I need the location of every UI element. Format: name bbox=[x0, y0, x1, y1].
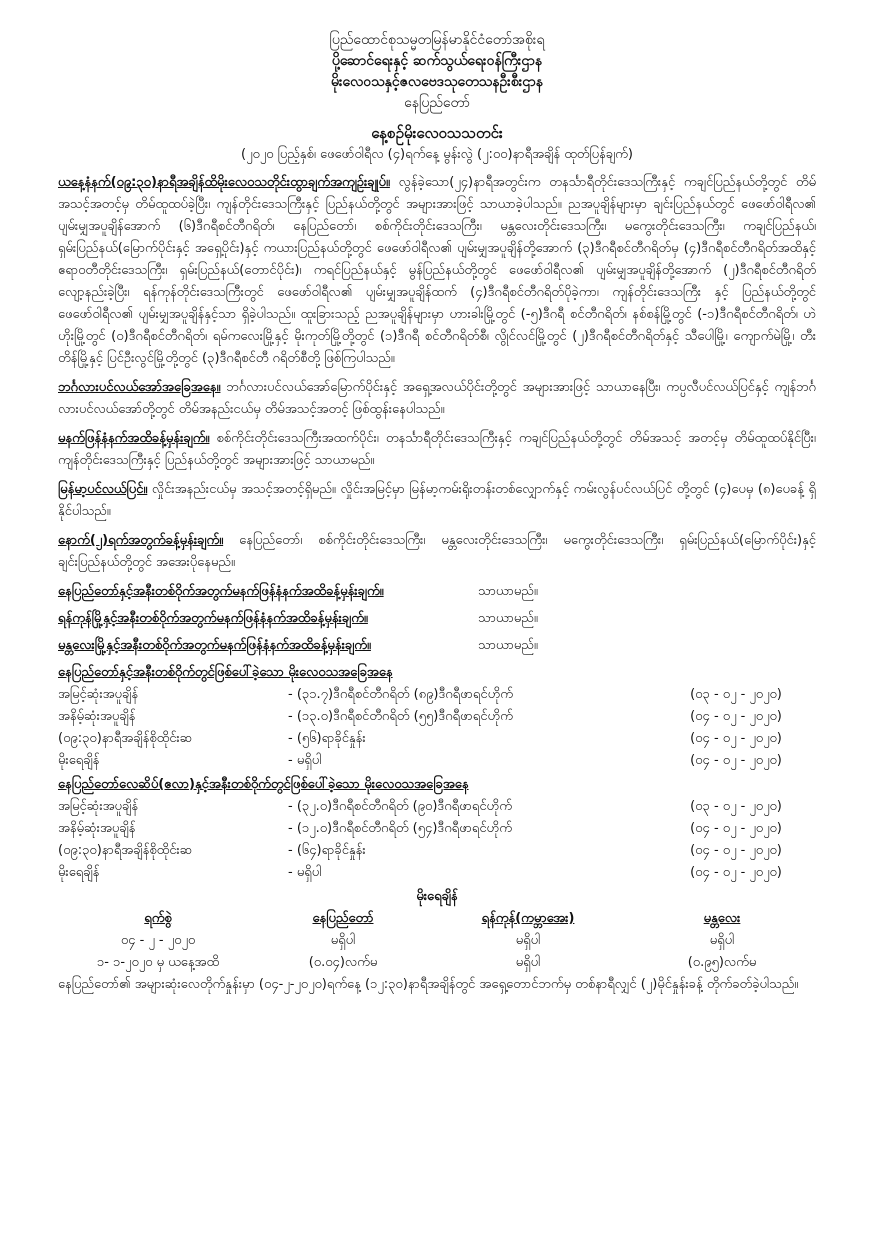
rainfall-cell: မရှိပါ bbox=[515, 933, 541, 948]
obs-label: အမြင့်ဆုံးအပူချိန် bbox=[58, 799, 139, 814]
obs-label: (၀၉:၃၀)နာရီအချိန်စိုထိုင်းဆ bbox=[58, 731, 193, 746]
forecast-naypyitaw bbox=[58, 581, 816, 603]
paragraph-heading: မြန်မာ့ပင်လယ်ပြင်။ bbox=[58, 482, 148, 497]
rainfall-header-naypyitaw: နေပြည်တော် bbox=[312, 911, 374, 926]
rainfall-cell: မရှိပါ bbox=[330, 933, 356, 948]
rainfall-title: မိုးရေချိန် bbox=[416, 889, 458, 904]
obs-label: မိုးရေချိန် bbox=[58, 865, 100, 880]
rainfall-cell: ၀၄ - ၂ - ၂၀၂၀ bbox=[120, 933, 196, 948]
obs-date: (၀၃ - ၀၂ - ၂၀၂၀) bbox=[690, 687, 782, 702]
paragraph-heading: ဘင်္ဂလားပင်လယ်အော်အခြေအနေ။ bbox=[58, 380, 221, 395]
observation-table-airport bbox=[58, 796, 816, 884]
paragraph-text: လွန်ခဲ့သော(၂၄)နာရီအတွင်းက တနင်္သာရီတိုင်းဒေသကြီးနှင့် ကချင်ပြည်နယ်တို့တွင် တိမ်အသင့်အတင့်မှ တိမ်ထူထပ်ခဲ့ပြီး၊ ကျန်တိုင်းဒေသကြီးနှင့် ပြည်နယ်တို့တွင် အများအားဖြင့် သာယာခဲ့ပါသည်။ ညအပူချိန်များမှာ ချင်းပြည်နယ်တွင် ဖေဖော်ဝါရီလ၏ ပျမ်းမျှအပူချိန်အောက် (၆)ဒီဂရီစင်တီဂရိတ်၊ နေပြည်တော်၊ စစ်ကိုင်းတိုင်းဒေသကြီး၊ မန္တလေးတိုင်းဒေသကြီး၊ မကွေးတိုင်းဒေသကြီး၊ ကချင်ပြည်နယ်၊ ရှမ်းပြည်နယ်(မြောက်ပိုင်းနှင့် အရှေ့ပိုင်း)နှင့် ကယားပြည်နယ်တို့တွင် ဖေဖော်ဝါရီလ၏ ပျမ်းမျှအပူချိန်တို့အောက် (၃)ဒီဂရီစင်တီဂရိတ်မှ (၄)ဒီဂရီစင်တီဂရိတ်အထိနှင့် ဧရာဝတီတိုင်းဒေသကြီး၊ ရှမ်းပြည်နယ်(တောင်ပိုင်း)၊ ကရင်ပြည်နယ်နှင့် မွန်ပြည်နယ်တို့တွင် ဖေဖော်ဝါရီလ၏ ပျမ်းမျှအပူချိန်တို့အောက် (၂)ဒီဂရီစင်တီဂရိတ် လျော့နည်းခဲ့ပြီး၊ ရန်ကုန်တိုင်းဒေသကြီးတွင် ဖေဖော်ဝါရီလ၏ ပျမ်းမျှအပူချိန်ထက် (၄)ဒီဂရီစင်တီဂရိတ်ပိုခဲ့ကာ၊ ကျန်တိုင်းဒေသကြီး နှင့် ပြည်နယ်တို့တွင် ဖေဖော်ဝါရီလ၏ ပျမ်းမျှအပူချိန်နှင့်သာ ရှိခဲ့ပါသည်။ ထူးခြားသည့် ညအပူချိန်များမှာ ဟားခါးမြို့တွင် (-၅)ဒီဂရီ စင်တီဂရိတ်၊ နစ်စန်မြို့တွင် (-၁)ဒီဂရီစင်တီဂရိတ်၊ ဟဲဟိုးမြို့တွင် (၀)ဒီဂရီစင်တီဂရိတ်၊ ရမ်ကလေးမြို့နှင့် မိုးကုတ်မြို့တို့တွင် (၁)ဒီဂရီ စင်တီဂရိတ်စီ၊ လွိုင်လင်မြို့တွင် (၂)ဒီဂရီစင်တီဂရိတ်နှင့် သီပေါမြို့၊ ကျောက်မဲမြို့၊ တီးတိန်မြို့နှင့် ပြင်ဦးလွင်မြို့တို့တွင် (၃)ဒီဂရီစင်တီ ဂရိတ်စီတို့ ဖြစ်ကြပါသည်။ bbox=[58, 175, 816, 366]
outlook-paragraph bbox=[58, 530, 816, 574]
obs-value: - မရှိပါ bbox=[288, 865, 322, 880]
paragraph-heading: မနက်ဖြန်နံနက်အထိခန့်မှန်းချက်။ bbox=[58, 431, 210, 446]
sea-paragraph bbox=[58, 479, 816, 523]
obs-label: အနိမ့်ဆုံးအပူချိန် bbox=[58, 821, 136, 836]
forecast-value: သာယာမည်။ bbox=[478, 611, 538, 626]
obs-value: - (၅၆)ရာခိုင်နှုန်း bbox=[288, 731, 366, 746]
paragraph-heading: နောက်(၂)ရက်အတွက်ခန့်မှန်းချက်။ bbox=[58, 533, 224, 548]
rainfall-header-yangon: ရန်ကုန်(ကမ္ဘာအေး) bbox=[481, 911, 575, 926]
obs-date: (၀၄ - ၀၂ - ၂၀၂၀) bbox=[690, 709, 782, 724]
department-name: မိုးလေဝသနှင့်ဇလဗေဒသုတေသနဦးစီးဌာန bbox=[330, 74, 544, 90]
observation-table-naypyitaw bbox=[58, 684, 816, 772]
paragraph-text: ဘင်္ဂလားပင်လယ်အော်မြောက်ပိုင်းနှင့် အရှေ့အလယ်ပိုင်းတို့တွင် အများအားဖြင့် သာယာနေပြီး၊ ကပ္ပလီပင်လယ်ပြင်နှင့် ကျန်ဘင်္ဂလားပင်လယ်အော်တို့တွင် တိမ်အနည်းငယ်မှ တိမ်အသင့်အတင့် ဖြစ်ထွန်းနေပါသည်။ bbox=[58, 380, 816, 417]
paragraph-text: နေပြည်တော်၊ စစ်ကိုင်းတိုင်းဒေသကြီး၊ မန္တလေးတိုင်းဒေသကြီး၊ မကွေးတိုင်းဒေသကြီး၊ ရှမ်းပြည်နယ်(မြောက်ပိုင်း)နှင့် ချင်းပြည်နယ်တို့တွင် အအေးပိုနေမည်။ bbox=[58, 533, 816, 570]
obs-value: - မရှိပါ bbox=[288, 753, 322, 768]
forecast-label: နေပြည်တော်နှင့်အနီးတစ်ဝိုက်အတွက်မနက်ဖြန်နံနက်အထိခန့်မှန်းချက်။ bbox=[58, 584, 384, 599]
wind-footer: နေပြည်တော်၏ အများဆုံးလေတိုက်နှုန်းမှာ (၀၄-၂-၂၀၂၀)ရက်နေ့ (၁၂:၃၀)နာရီအချိန်တွင် အရှေ့တောင်ဘက်မှ တစ်နာရီလျှင် (၂)မိုင်နှုန်းခန့် တိုက်ခတ်ခဲ့ပါသည်။ bbox=[58, 977, 799, 992]
rainfall-cell: မရှိပါ bbox=[709, 933, 735, 948]
paragraph-text: စစ်ကိုင်းတိုင်းဒေသကြီးအထက်ပိုင်း၊ တနင်္သာရီတိုင်းဒေသကြီးနှင့် ကချင်ပြည်နယ်တို့တွင် တိမ်အသင့် အတင့်မှ တိမ်ထူထပ်နိုင်ပြီး၊ ကျန်တိုင်းဒေသကြီးနှင့် ပြည်နယ်တို့တွင် အများအားဖြင့် သာယာမည်။ bbox=[58, 431, 816, 468]
obs-label: မိုးရေချိန် bbox=[58, 753, 100, 768]
rainfall-table bbox=[58, 908, 816, 974]
obs-value: - (၆၄)ရာခိုင်နှုန်း bbox=[288, 843, 366, 858]
obs-date: (၀၄ - ၀၂ - ၂၀၂၀) bbox=[690, 821, 782, 836]
obs-label: အမြင့်ဆုံးအပူချိန် bbox=[58, 687, 139, 702]
obs-date: (၀၃ - ၀၂ - ၂၀၂၀) bbox=[690, 799, 782, 814]
forecast-value: သာယာမည်။ bbox=[478, 638, 538, 653]
rainfall-header-date: ရက်စွဲ bbox=[144, 911, 172, 926]
obs-date: (၀၄ - ၀၂ - ၂၀၂၀) bbox=[690, 843, 782, 858]
obs-date: (၀၄ - ၀၂ - ၂၀၂၀) bbox=[690, 865, 782, 880]
obs-value: - (၁၂.၀)ဒီဂရီစင်တီဂရိတ် (၅၄)ဒီဂရီဖာရင်ဟိုက် bbox=[288, 821, 512, 836]
forecast-paragraph bbox=[58, 428, 816, 472]
paragraph-heading: ယနေ့နံနက်(၀၉:၃၀)နာရီအချိန်ထိမိုးလေဝသတိုင်းထွာချက်အကျဉ်းချုပ်။ bbox=[58, 175, 390, 190]
obs-date: (၀၄ - ၀၂ - ၂၀၂၀) bbox=[690, 731, 782, 746]
obs-date: (၀၄ - ၀၂ - ၂၀၂၀) bbox=[690, 753, 782, 768]
header bbox=[58, 30, 816, 114]
bay-of-bengal-paragraph bbox=[58, 377, 816, 421]
weather-bulletin bbox=[58, 30, 816, 1003]
observation-section-title: နေပြည်တော်နှင့်အနီးတစ်ဝိုက်တွင်ဖြစ်ပေါ်ခဲ့သော မိုးလေဝသအခြေအနေ bbox=[58, 665, 393, 680]
rainfall-cell: (၀.၀၄)လက်မ bbox=[308, 955, 378, 970]
observation-section-title: နေပြည်တော်လေဆိပ်(ဧလာ)နှင့်အနီးတစ်ဝိုက်တွင်ဖြစ်ပေါ်ခဲ့သော မိုးလေဝသအခြေအနေ bbox=[58, 777, 469, 792]
rainfall-cell: မရှိပါ bbox=[515, 955, 541, 970]
obs-label: (၀၉:၃၀)နာရီအချိန်စိုထိုင်းဆ bbox=[58, 843, 193, 858]
obs-label: အနိမ့်ဆုံးအပူချိန် bbox=[58, 709, 136, 724]
ministry-name: ပို့ဆောင်ရေးနှင့် ဆက်သွယ်ရေးဝန်ကြီးဌာန bbox=[331, 53, 543, 69]
summary-paragraph bbox=[58, 172, 816, 370]
rainfall-cell: (၀.၉၅)လက်မ bbox=[687, 955, 757, 970]
forecast-label: မန္တလေးမြို့နှင့်အနီးတစ်ဝိုက်အတွက်မနက်ဖြန်နံနက်အထိခန့်မှန်းချက်။ bbox=[58, 638, 371, 653]
obs-value: - (၃၁.၇)ဒီဂရီစင်တီဂရိတ် (၈၉)ဒီဂရီဖာရင်ဟိုက် bbox=[288, 687, 514, 702]
issue-time: (၂၀၂၀ ပြည့်နှစ်၊ ဖေဖော်ဝါရီလ (၄)ရက်နေ့ မွန်းလွဲ (၂:၀၀)နာရီအချိန် ထုတ်ပြန်ချက်) bbox=[241, 147, 633, 162]
city-name: နေပြည်တော် bbox=[404, 95, 470, 111]
government-name: ပြည်ထောင်စုသမ္မတမြန်မာနိုင်ငံတော်အစိုးရ bbox=[329, 32, 545, 48]
paragraph-text: လှိုင်းအနည်းငယ်မှ အသင့်အတင့်ရှိမည်။ လှိုင်းအမြင့်မှာ မြန်မာ့ကမ်းရိုးတန်းတစ်လျှောက်နှင့် ကမ်းလွန်ပင်လယ်ပြင် တို့တွင် (၄)ပေမှ (၈)ပေခန့် ရှိနိုင်ပါသည်။ bbox=[58, 482, 816, 519]
forecast-yangon bbox=[58, 608, 816, 630]
forecast-value: သာယာမည်။ bbox=[478, 584, 538, 599]
forecast-label: ရန်ကုန်မြို့နှင့်အနီးတစ်ဝိုက်အတွက်မနက်ဖြန်နံနက်အထိခန့်မှန်းချက်။ bbox=[58, 611, 368, 626]
obs-value: - (၃၂.၀)ဒီဂရီစင်တီဂရိတ် (၉၀)ဒီဂရီဖာရင်ဟိုက် bbox=[288, 799, 512, 814]
page-title: နေ့စဉ်မိုးလေဝသသတင်း bbox=[371, 124, 503, 142]
rainfall-header-mandalay: မန္တလေး bbox=[703, 911, 741, 926]
rainfall-cell: ၁- ၁-၂၀၂၀ မှ ယနေ့အထိ bbox=[96, 955, 220, 970]
forecast-mandalay bbox=[58, 635, 816, 657]
obs-value: - (၁၃.၀)ဒီဂရီစင်တီဂရိတ် (၅၅)ဒီဂရီဖာရင်ဟိုက် bbox=[288, 709, 513, 724]
